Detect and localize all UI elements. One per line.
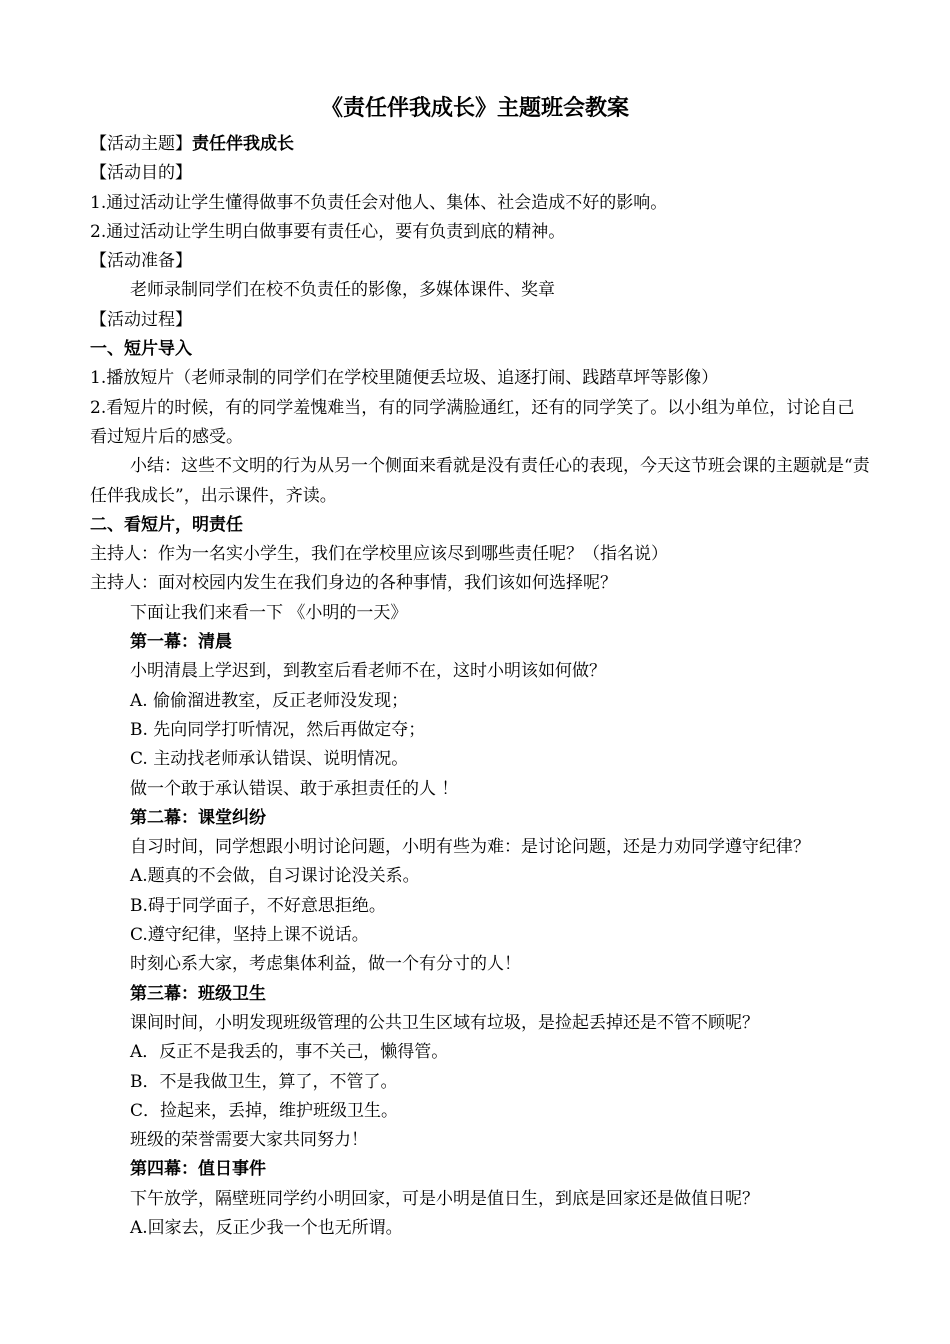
act-2-option-a: A.题真的不会做，自习课讨论没关系。	[130, 866, 420, 887]
process-label: 【活动过程】	[90, 309, 192, 330]
act-4-heading: 第四幕：值日事件	[130, 1159, 266, 1180]
document-body	[90, 130, 870, 1243]
story-intro: 下面让我们来看一下 《小明的一天》	[130, 602, 408, 623]
act-1-heading: 第一幕：清晨	[130, 632, 232, 653]
section-1-heading: 一、短片导入	[90, 339, 192, 360]
prep-label: 【活动准备】	[90, 251, 192, 272]
act-1-option-a: A. 偷偷溜进教室，反正老师没发现；	[130, 690, 409, 711]
section-1-item-2: 2.看短片的时候，有的同学羞愧难当，有的同学满脸通红，还有的同学笑了。以小组为单位，讨论自己看过短片后的感受。	[90, 397, 855, 447]
act-3-option-b: B．不是我做卫生，算了，不管了。	[130, 1071, 398, 1092]
purpose-item-1: 1.通过活动让学生懂得做事不负责任会对他人、集体、社会造成不好的影响。	[90, 192, 668, 213]
act-1-question: 小明清晨上学迟到，到教室后看老师不在，这时小明该如何做？	[130, 661, 606, 682]
prep-text: 老师录制同学们在校不负责任的影像，多媒体课件、奖章	[130, 280, 555, 301]
purpose-item-2: 2.通过活动让学生明白做事要有责任心，要有负责到底的精神。	[90, 221, 566, 242]
act-1-option-c: C. 主动找老师承认错误、说明情况。	[130, 749, 409, 770]
section-1-summary: 小结：这些不文明的行为从另一个侧面来看就是没有责任心的表现，今天这节班会课的主题就是“责任伴我成长”，出示课件，齐读。	[90, 456, 870, 506]
host-question-1: 主持人：作为一名实小学生，我们在学校里应该尽到哪些责任呢？（指名说）	[90, 544, 668, 565]
host-question-2: 主持人：面对校园内发生在我们身边的各种事情，我们该如何选择呢？	[90, 573, 617, 594]
act-2-heading: 第二幕：课堂纠纷	[130, 807, 266, 828]
theme-value: 责任伴我成长	[192, 134, 294, 154]
act-2-option-c: C.遵守纪律，坚持上课不说话。	[130, 925, 369, 946]
theme-label: 【活动主题】	[90, 134, 192, 154]
section-2-heading: 二、看短片，明责任	[90, 514, 243, 535]
act-3-question: 课间时间，小明发现班级管理的公共卫生区域有垃圾，是捡起丢掉还是不管不顾呢？	[130, 1012, 759, 1033]
act-2-option-b: B.碍于同学面子，不好意思拒绝。	[130, 895, 386, 916]
act-1-conclusion: 做一个敢于承认错误、敢于承担责任的人 ！	[130, 778, 459, 799]
act-4-question: 下午放学，隔壁班同学约小明回家，可是小明是值日生，到底是回家还是做值日呢？	[130, 1188, 759, 1209]
act-3-heading: 第三幕：班级卫生	[130, 983, 266, 1004]
act-2-question: 自习时间，同学想跟小明讨论问题，小明有些为难：是讨论问题，还是力劝同学遵守纪律？	[130, 837, 810, 858]
act-3-option-c: C．捡起来，丢掉，维护班级卫生。	[130, 1100, 399, 1121]
theme-line	[90, 130, 870, 159]
act-3-option-a: A．反正不是我丢的，事不关己，懒得管。	[130, 1042, 449, 1063]
document-title: 《责任伴我成长》主题班会教案	[320, 96, 629, 121]
act-1-option-b: B. 先向同学打听情况，然后再做定夺；	[130, 719, 426, 740]
purpose-label: 【活动目的】	[90, 163, 192, 184]
act-4-option-a: A.回家去，反正少我一个也无所谓。	[130, 1217, 403, 1238]
act-3-conclusion: 班级的荣誉需要大家共同努力！	[130, 1130, 368, 1151]
section-1-item-1: 1.播放短片（老师录制的同学们在学校里随便丢垃圾、追逐打闹、践踏草坪等影像）	[90, 368, 719, 389]
act-2-conclusion: 时刻心系大家，考虑集体利益，做一个有分寸的人！	[130, 954, 521, 975]
